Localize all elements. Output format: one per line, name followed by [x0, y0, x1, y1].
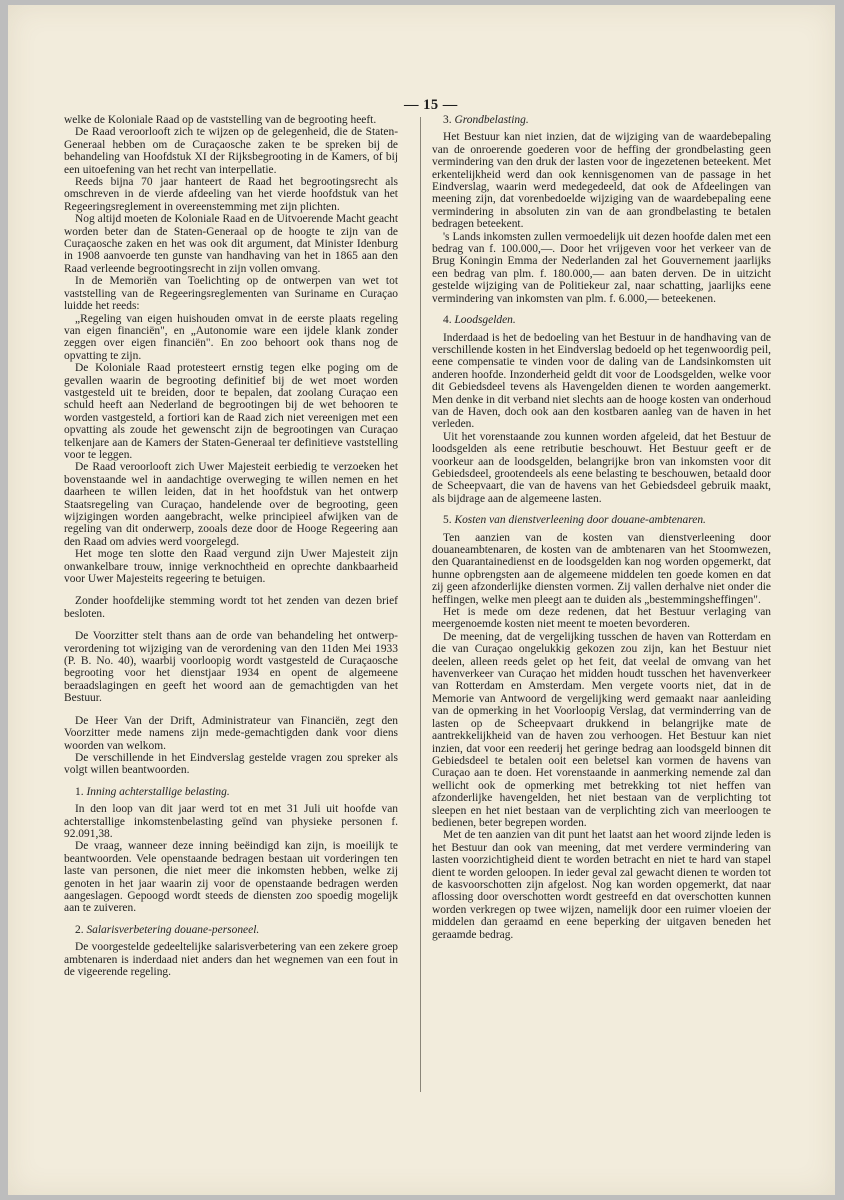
- section-number: 4.: [443, 314, 452, 327]
- section-number: 2.: [75, 923, 84, 936]
- paragraph: De Raad veroorlooft zich Uwer Majesteit eerbiedig te verzoeken het bovenstaande wel in aandachtige overweging te willen nemen en het daarheen te willen leiden, dat in het hoofdstuk van het ontwerp Staatsregeling van Curaçao, handelende over de begrooting, geen wijzigingen worden aangebracht, welke principieel afwijken van de regeling van dit onderwerp, zooals deze door de Hooge Regeering aan den Raad om advies werd voorgelegd.: [64, 461, 398, 548]
- paragraph: „Regeling van eigen huishouden omvat in de eerste plaats regeling van eigen financiën", en „Autonomie ware een ijdele klank zonder zeggen over eigen financiën". En zoo behoort ook thans nog de opvatting te zijn.: [64, 312, 398, 362]
- section-number: 1.: [75, 785, 84, 798]
- paragraph: De meening, dat de vergelijking tusschen de haven van Rotterdam en die van Curaçao ongelukkig gekozen zou zijn, kan het Bestuur niet deelen, alleen reeds gelet op het feit, dat veelal de omvang van het havenverkeer van Curaçao het midden houdt tusschen het havenverkeer van Rotterdam en Amsterdam. Men vergete voorts niet, dat in de Memorie van Antwoord de vergelijking werd gemaakt naar aanleiding van de opmerking in het Voorloopig Verslag, dat verminderring van de lasten op de Scheepvaart drukkend in belangrijke mate de aantrekkelijkheid van de haven zou verhoogen. Het Bestuur kan niet inzien, dat voor een reederij het geringe bedrag aan loodsgeld binnen dit Gebiedsdeel te betalen ooit een beletsel kan vormen de havens van Curaçao aan te doen. Het vorenstaande in aanmerking nemende zal dan wellicht ook de opmerking met betrekking tot niet heffen van afzonderlijke havengelden, het niet bestaan van de verplichting tot sleepen en het niet bestaan van de verplichting zich van meerloogen te bedienen, beter begrepen worden.: [432, 630, 771, 829]
- paragraph: Inderdaad is het de bedoeling van het Bestuur in de handhaving van de verschillende kosten in het Eindverslag bedoeld op het tegenwoordig peil, eene compensatie te vinden voor de daling van de Landsinkomsten uit anderen hoofde. Inzonderheid geldt dit voor de Loodsgelden, welke voor dit Gebiedsdeel tevens als Havengelden dienen te worden aangemerkt. Men denke in dit verband niet slechts aan de hooge kosten van onderhoud van de Haven, doch ook aan den kostbaren aanleg van de haven in het verleden.: [432, 331, 771, 431]
- section-title: Grondbelasting.: [454, 114, 529, 126]
- paragraph: Ten aanzien van de kosten van dienstverleening door douaneambtenaren, de kosten van de ambtenaren van het Stoomwezen, den Quarantainedienst en de loodsgelden kan nog worden opgemerkt, dat hunne opbrengsten aan de algemeene middelen ten goede komen en dat zij geen afzonderlijke diensten vormen. Zij vallen derhalve niet onder die heffingen, welke men pleegt aan te duiden als „bestemmingsheffingen".: [432, 531, 771, 606]
- paragraph: De Voorzitter stelt thans aan de orde van behandeling het ontwerp-verordening tot wijziging van de verordening van den 11den Mei 1933 (P. B. No. 40), waarbij voorloopig wordt vastgesteld de Curaçaosche begrooting voor het dienstjaar 1934 en opent de algemeene beraadslagingen en geeft het woord aan de gemachtigden van het Bestuur.: [64, 630, 398, 705]
- paragraph: Uit het vorenstaande zou kunnen worden afgeleid, dat het Bestuur de loodsgelden als eene retributie beschouwt. Het Bestuur geeft er de voorkeur aan de loodsgelden, belangrijke bron van inkomsten voor dit Gebiedsdeel, grootendeels als eene belasting te beschouwen, betaald door de Scheepvaart, die van de havens van het Gebiedsdeel gebruik maakt, als bijdrage aan de algemeene lasten.: [432, 430, 771, 505]
- paragraph: Het is mede om deze redenen, dat het Bestuur verlaging van meergenoemde kosten niet meent te moeten bevorderen.: [432, 606, 771, 631]
- section-number: 5.: [443, 514, 452, 527]
- document-page: [8, 5, 835, 1195]
- column-divider: [420, 117, 421, 1092]
- left-column: [64, 114, 398, 978]
- paragraph: De vraag, wanneer deze inning beëindigd kan zijn, is moeilijk te beantwoorden. Vele openstaande bedragen bestaan uit vorderingen ten laste van personen, die niet meer die inkomsten hebben, welke zij genoten in het jaar waarin zij voor de openstaande bedragen werden aangeslagen. Gepoogd wordt steeds de diensten zoo spoedig mogelijk aan te zuiveren.: [64, 840, 398, 915]
- section-heading: [432, 114, 771, 126]
- paragraph: In de Memoriën van Toelichting op de ontwerpen van wet tot vaststelling van de Regeeringsreglementen van Suriname en Curaçao luidde het reeds:: [64, 275, 398, 313]
- section-heading: [64, 924, 398, 936]
- paragraph: Het Bestuur kan niet inzien, dat de wijziging van de waardebepaling van de onroerende goederen voor de heffing der grondbelasting geen vermindering van den druk der lasten voor de ingezetenen beteekent. Met erkentelijkheid werd dan ook kennisgenomen van de passage in het Eindverslag, waarin werd medegedeeld, dat ook de Afdeelingen van meening zijn, dat vorenbedoelde wijziging van de waardebepaling eene vermindering in absoluten zin van de aan grondbelasting te betalen bedragen beteekent.: [432, 131, 771, 231]
- paragraph: De Koloniale Raad protesteert ernstig tegen elke poging om de gevallen waarin de begrooting definitief bij de wet moet worden vastgesteld uit te breiden, door te bepalen, dat zoolang Curaçao een schuld heeft aan Nederland de begrootingen bij de wet behooren te worden vastgesteld, a fortiori kan de Raad zich niet vereenigen met een opvatting als zoude het gewenscht zijn de begrootingen van Curaçao telkenjare aan de Kamers der Staten-Generaal ter definitieve vaststelling voor te leggen.: [64, 362, 398, 461]
- paragraph: Zonder hoofdelijke stemming wordt tot het zenden van dezen brief besloten.: [64, 595, 398, 620]
- paragraph: Met de ten aanzien van dit punt het laatst aan het woord zijnde leden is het Bestuur dan ook van meening, dat met verdere vermindering van lasten voorzichtigheid dient te worden betracht en niet te hard van stapel dient te worden geloopen. In ieder geval zal gewacht dienen te worden tot de kasvoorschotten zijn afgelost. Nog kan worden opgemerkt, dat naar aflossing door overschotten wordt gestreefd en dat overschotten kunnen worden verkregen op twee wijzen, namelijk door een ruimer vloeien der middelen dan geraamd en eene beperking der uitgaven beneden het geraamde bedrag.: [432, 829, 771, 941]
- paragraph: De voorgestelde gedeeltelijke salarisverbetering van een zekere groep ambtenaren is inderdaad niet anders dan het wegnemen van een fout in de vigeerende regeling.: [64, 941, 398, 978]
- section-title: Salarisverbetering douane-personeel.: [86, 923, 260, 936]
- paragraph: 's Lands inkomsten zullen vermoedelijk uit dezen hoofde dalen met een bedrag van f. 100.000,—. Door het vrijgeven voor het verkeer van de Brug Koningin Emma der Nederlanden zal het Gouvernement jaarlijks een bedrag van plm. f. 180.000,— aan baten derven. De in uitzicht gestelde wijziging van de Politiekeur zal, naar schatting, jaarlijks eene vermindering van inkomsten van plm. f. 6.000,— beteekenen.: [432, 230, 771, 305]
- page-number: — 15 —: [404, 97, 458, 113]
- paragraph: In den loop van dit jaar werd tot en met 31 Juli uit hoofde van achterstallige inkomstenbelasting geïnd van physieke personen f. 92.091,38.: [64, 803, 398, 840]
- section-heading: [64, 786, 398, 798]
- section-heading: [432, 314, 771, 326]
- section-number: 3.: [443, 114, 452, 126]
- section-title: Inning achterstallige belasting.: [86, 785, 230, 798]
- section-heading: [432, 514, 771, 526]
- paragraph: De Raad veroorlooft zich te wijzen op de gelegenheid, die de Staten-Generaal hebben om de Curaçaosche zaken te be spreken bij de behandeling van Hoofdstuk XI der Rijksbegrooting in de Kamers, of bij een uitoefening van het recht van interpellatie.: [64, 126, 398, 176]
- paragraph: Nog altijd moeten de Koloniale Raad en de Uitvoerende Macht geacht worden beter dan de Staten-Generaal op de hoogte te zijn van de Curaçaosche zaken en het was ook dit argument, dat Minister Idenburg in 1908 aanvoerde ten gunste van handhaving van het in 1865 aan den Raad verleende begrootingsrecht in zijn vollen omvang.: [64, 213, 398, 275]
- section-title: Loodsgelden.: [454, 314, 516, 327]
- paragraph: Reeds bijna 70 jaar hanteert de Raad het begrootingsrecht als omschreven in de vierde afdeeling van het vierde hoofdstuk van het Regeeringsreglement in overeenstemming met zijn plichten.: [64, 176, 398, 213]
- paragraph: De Heer Van der Drift, Administrateur van Financiën, zegt den Voorzitter mede namens zijn mede-gemachtigden dank voor diens woorden van welkom.: [64, 714, 398, 752]
- right-column: [432, 114, 771, 941]
- paragraph: Het moge ten slotte den Raad vergund zijn Uwer Majesteit zijn onwankelbare trouw, innige verknochtheid en oprechte dankbaarheid voor Uwer Majesteits regeering te betuigen.: [64, 548, 398, 586]
- paragraph: De verschillende in het Eindverslag gestelde vragen zou spreker als volgt willen beantwoorden.: [64, 751, 398, 777]
- paragraph: welke de Koloniale Raad op de vaststelling van de begrooting heeft.: [64, 114, 377, 126]
- section-title: Kosten van dienstverleening door douane-ambtenaren.: [454, 514, 706, 527]
